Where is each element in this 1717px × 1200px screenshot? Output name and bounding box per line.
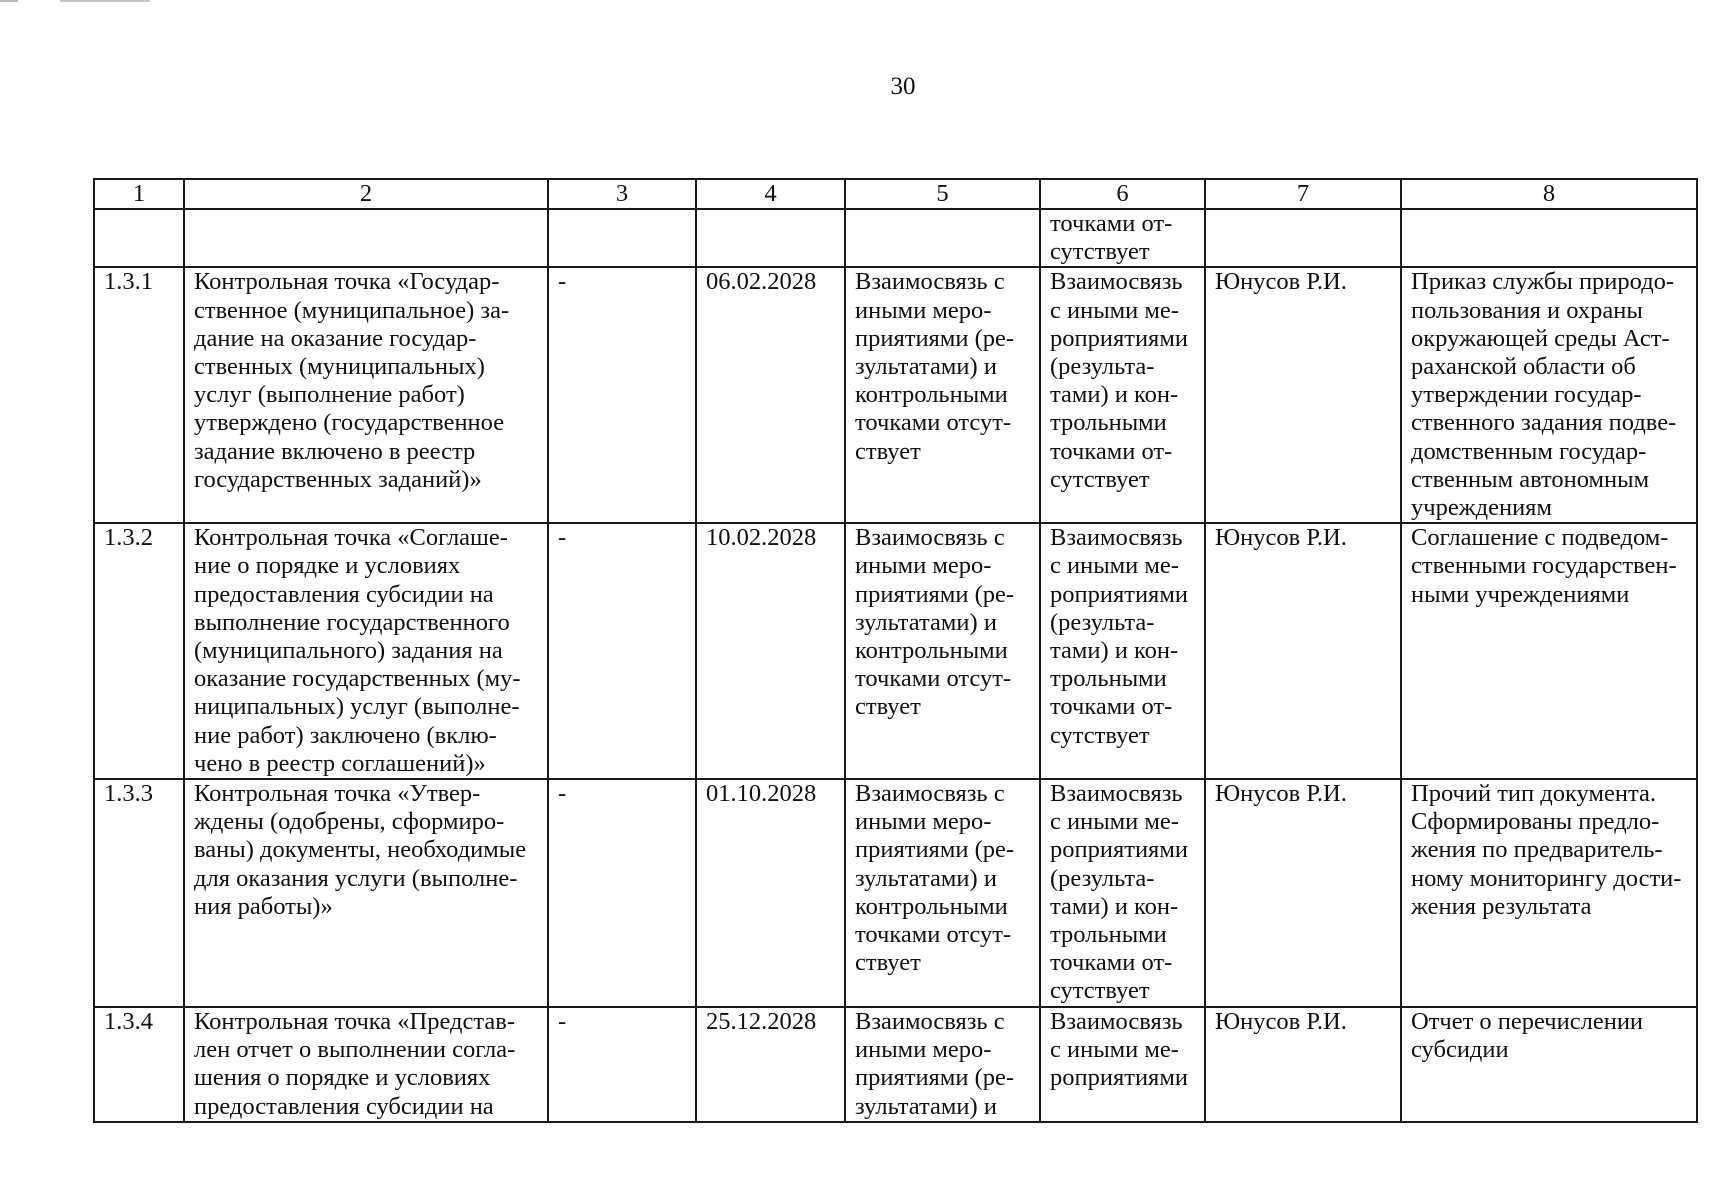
- header-row: [94, 179, 1697, 209]
- header-col-7: 7: [1205, 179, 1401, 209]
- header-col-8: 8: [1401, 179, 1697, 209]
- row-document: Отчет о перечислении субсидии: [1401, 1007, 1697, 1122]
- row-col5: Взаимосвязь с иными меро- приятиями (ре- зультатами) и контрольными точками отсут- ствует: [845, 267, 1040, 523]
- row-responsible: Юнусов Р.И.: [1205, 779, 1401, 1007]
- row-number: [94, 209, 184, 267]
- row-col5: [845, 209, 1040, 267]
- header-col-3: 3: [548, 179, 696, 209]
- row-name: Контрольная точка «Государ- ственное (муниципальное) за- дание на оказание государ- ственных (муниципальных) услуг (выполнение работ) утверждено (государственное задание включено в реестр государственных заданий)»: [184, 267, 548, 523]
- row-number: 1.3.3: [94, 779, 184, 1007]
- row-responsible: Юнусов Р.И.: [1205, 1007, 1401, 1122]
- row-date: 10.02.2028: [696, 523, 845, 779]
- row-number: 1.3.1: [94, 267, 184, 523]
- row-col5: Взаимосвязь с иными меро- приятиями (ре- зультатами) и контрольными точками отсут- ствует: [845, 779, 1040, 1007]
- row-col3: -: [548, 267, 696, 523]
- row-number: 1.3.2: [94, 523, 184, 779]
- row-name: Контрольная точка «Представ- лен отчет о выполнении согла- шения о порядке и условиях предоставления субсидии на: [184, 1007, 548, 1122]
- row-number: 1.3.4: [94, 1007, 184, 1122]
- table-row: [94, 267, 1697, 523]
- table-row: [94, 1007, 1697, 1122]
- table-row-continuation: [94, 209, 1697, 267]
- row-date: 01.10.2028: [696, 779, 845, 1007]
- row-col6: Взаимосвязь с иными ме- роприятиями (результа- тами) и кон- трольными точками от- сутствует: [1040, 523, 1205, 779]
- row-col5: Взаимосвязь с иными меро- приятиями (ре- зультатами) и контрольными точками отсут- ствует: [845, 523, 1040, 779]
- row-date: [696, 209, 845, 267]
- row-col5: Взаимосвязь с иными меро- приятиями (ре- зультатами) и: [845, 1007, 1040, 1122]
- row-responsible: [1205, 209, 1401, 267]
- row-document: Соглашение с подведом- ственными государствен- ными учреждениями: [1401, 523, 1697, 779]
- row-date: 25.12.2028: [696, 1007, 845, 1122]
- row-responsible: Юнусов Р.И.: [1205, 523, 1401, 779]
- row-document: Приказ службы природо- пользования и охраны окружающей среды Аст- раханской области об утверждении государ- ственного задания подве- домственным государ- ственным автономным учреждениям: [1401, 267, 1697, 523]
- header-col-5: 5: [845, 179, 1040, 209]
- row-col3: -: [548, 523, 696, 779]
- row-date: 06.02.2028: [696, 267, 845, 523]
- row-col6: точками от- сутствует: [1040, 209, 1205, 267]
- scan-artifact: [0, 0, 180, 2]
- row-name: Контрольная точка «Соглаше- ние о порядке и условиях предоставления субсидии на выполнение государственного (муниципального) задания на оказание государственных (му- ниципальных) услуг (выполне- ние работ) заключено (вклю- чено в реестр соглашений)»: [184, 523, 548, 779]
- control-points-table: [93, 178, 1698, 1123]
- row-name: [184, 209, 548, 267]
- row-responsible: Юнусов Р.И.: [1205, 267, 1401, 523]
- row-col6: Взаимосвязь с иными ме- роприятиями: [1040, 1007, 1205, 1122]
- row-col3: [548, 209, 696, 267]
- row-col6: Взаимосвязь с иными ме- роприятиями (результа- тами) и кон- трольными точками от- сутствует: [1040, 267, 1205, 523]
- row-col3: -: [548, 1007, 696, 1122]
- header-col-2: 2: [184, 179, 548, 209]
- row-name: Контрольная точка «Утвер- ждены (одобрены, сформиро- ваны) документы, необходимые для оказания услуги (выполне- ния работы)»: [184, 779, 548, 1007]
- row-document: Прочий тип документа. Сформированы предло- жения по предваритель- ному мониторингу дости- жения результата: [1401, 779, 1697, 1007]
- row-col3: -: [548, 779, 696, 1007]
- row-document: [1401, 209, 1697, 267]
- row-col6: Взаимосвязь с иными ме- роприятиями (результа- тами) и кон- трольными точками от- сутствует: [1040, 779, 1205, 1007]
- table-row: [94, 779, 1697, 1007]
- header-col-1: 1: [94, 179, 184, 209]
- header-col-6: 6: [1040, 179, 1205, 209]
- table-row: [94, 523, 1697, 779]
- page-number: 30: [890, 73, 916, 100]
- header-col-4: 4: [696, 179, 845, 209]
